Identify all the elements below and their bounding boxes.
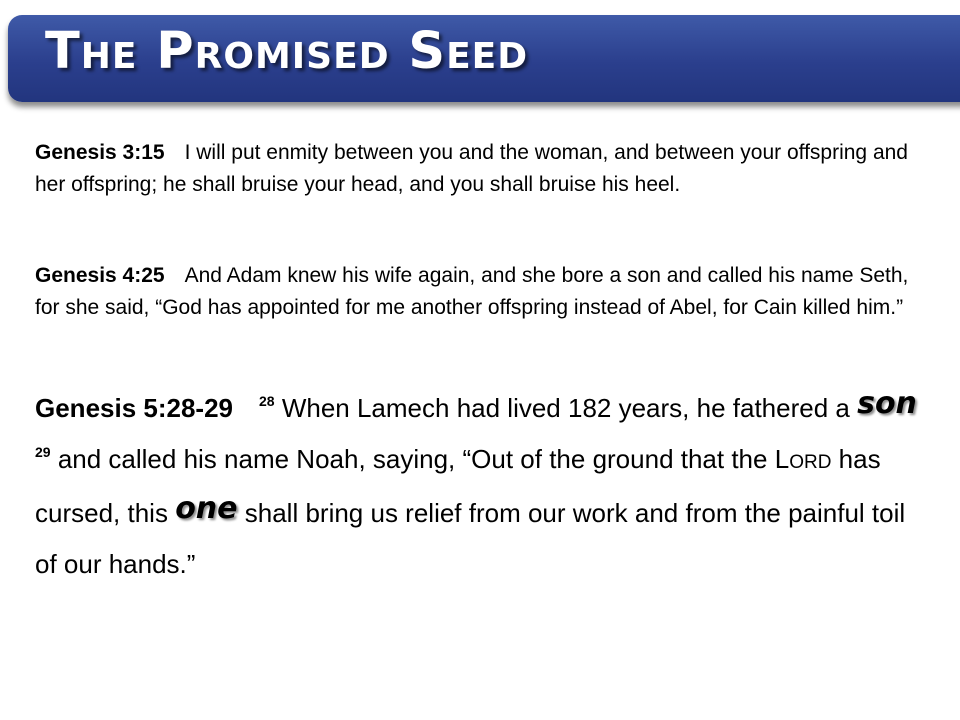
verse-reference: Genesis 3:15 <box>35 141 165 164</box>
verse-text: And Adam knew his wife again, and she bore a son and called his name Seth, for she said, “God has appointed for me another offspring instead of Abel, for Cain killed him.” <box>35 264 909 319</box>
emphasis-son: son <box>857 386 917 421</box>
slide-title: The Promised Seed <box>45 22 529 81</box>
verse-text-part2: and called his name Noah, saying, “Out of the ground that the <box>57 444 768 474</box>
verse-genesis-5-28-29 <box>35 383 920 590</box>
verse-genesis-4-25 <box>35 260 915 324</box>
verse-text: I will put enmity between you and the woman, and between your offspring and her offspring; he shall bruise your head, and you shall bruise his heel. <box>35 141 908 196</box>
verse-text-part3: has cursed, this <box>35 444 881 528</box>
verse-text-part4: shall bring us relief from our work and from the painful toil of our hands.” <box>35 498 906 579</box>
emphasis-one: one <box>175 491 238 526</box>
lord-initial: L <box>774 444 790 474</box>
verse-number-28: 28 <box>259 393 275 409</box>
verse-text-part1: When Lamech had lived 182 years, he fathered a <box>281 393 850 423</box>
lord-small-caps: ORD <box>789 452 832 473</box>
verse-number-29: 29 <box>35 444 51 460</box>
verse-genesis-3-15 <box>35 137 915 201</box>
verse-reference: Genesis 4:25 <box>35 264 165 287</box>
verse-reference: Genesis 5:28-29 <box>35 393 234 423</box>
